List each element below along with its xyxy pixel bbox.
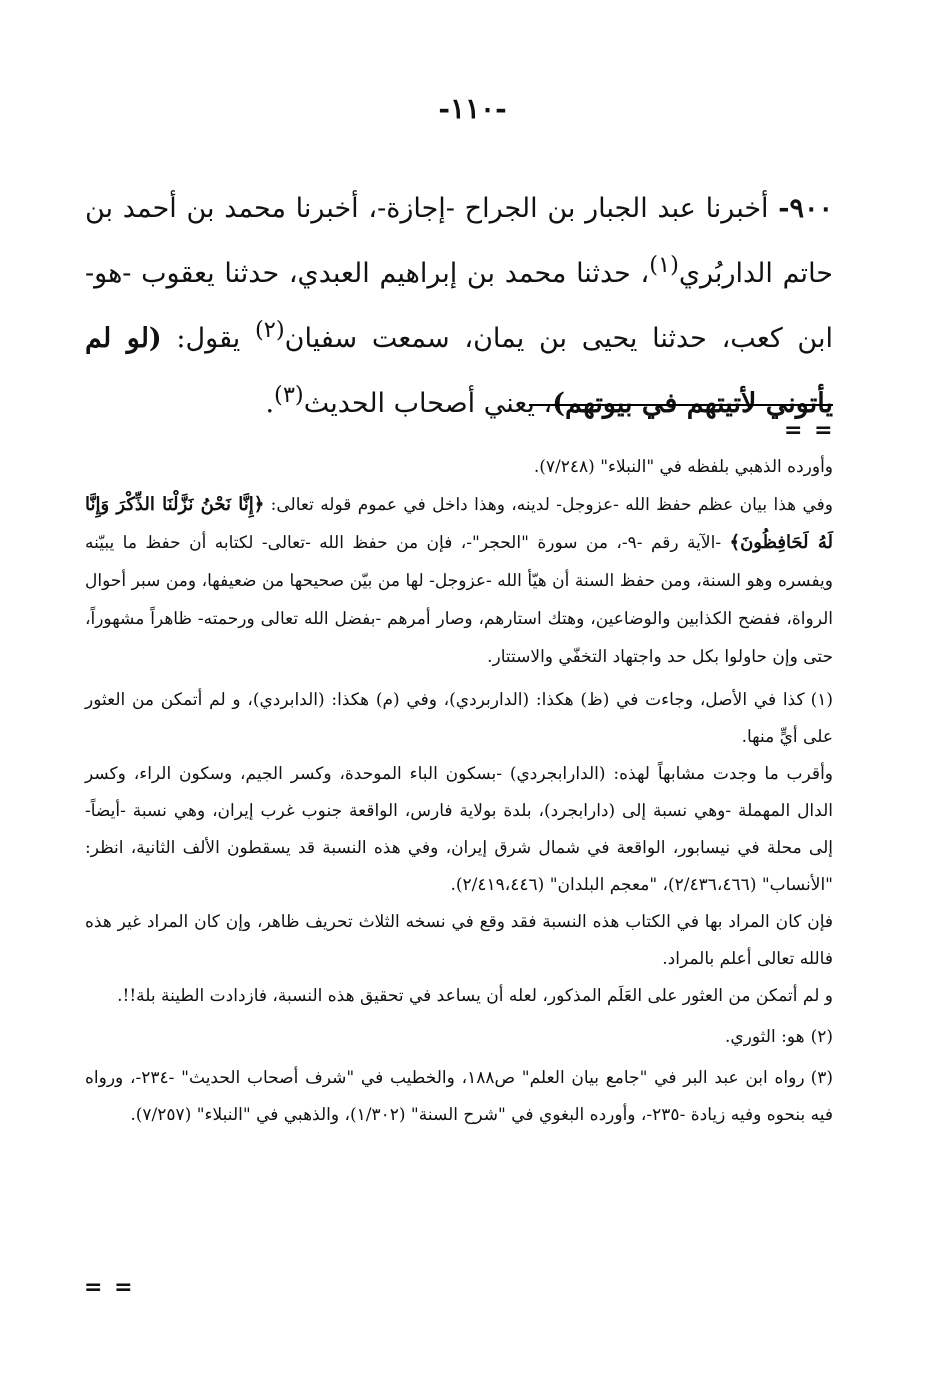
footnote-2-para-1 [85, 1019, 833, 1056]
footnote-3-text-1: رواه ابن عبد البر في "جامع بيان العلم" ص١٨٨، والخطيب في "شرف أصحاب الحديث" -٢٣٤-، ورواه فيه بنحوه وفيه زيادة -٢٣٥-، وأورده البغوي في "شرح السنة" (١/٣٠٢)، والذهبي في "النبلاء" (٧/٢٥٧). [85, 1068, 833, 1125]
footnote-1-para-3: فإن كان المراد بها في الكتاب هذه النسبة فقد وقع في نسخه الثلاث تحريف ظاهر، وإن كان المراد غير هذه فالله تعالى أعلم بالمراد. [85, 912, 833, 969]
footnote-ref-2[interactable]: (٢) [255, 317, 285, 343]
hadith-chain-part3: يقول: [161, 323, 255, 354]
footnote-1-para-4: و لم أتمكن من العثور على العَلَم المذكور، لعله أن يساعد في تحقيق هذه النسبة، فازدادت الطينة بلة!!. [117, 986, 833, 1006]
hadith-chain-part4: ، يعني أصحاب الحديث [303, 388, 553, 419]
footnote-3-marker: (٣) [810, 1068, 833, 1088]
footnote-ref-1[interactable]: (١) [649, 252, 679, 278]
footnote-3 [85, 1060, 833, 1134]
hadith-chain-part5: . [265, 388, 275, 419]
quran-verse: ﴿إِنَّا نَحْنُ نَزَّلْنَا الذِّكْرَ وَإِنَّا لَهُ لَحَافِظُونَ﴾ [85, 494, 833, 553]
footnote-2-text-1: هو: الثوري. [724, 1027, 805, 1047]
footnote-1-marker: (١) [810, 690, 833, 710]
commentary-line-1: وأورده الذهبي بلفظه في "النبلاء" (٧/٢٤٨). [533, 457, 833, 477]
continuation-mark-top: = = [784, 418, 835, 443]
footnote-1 [85, 682, 833, 1015]
footnote-3-para-1 [85, 1060, 833, 1134]
footnote-1-para-1 [85, 682, 833, 756]
page-number: -١١٠- [438, 92, 507, 125]
footnote-2-marker: (٢) [810, 1027, 833, 1047]
footnote-2 [85, 1019, 833, 1056]
footnote-1-para-2: وأقرب ما وجدت مشابهاً لهذه: (الدارابجردي) -بسكون الباء الموحدة، وكسر الجيم، وسكون الراء، وكسر الدال المهملة -وهي نسبة إلى (دارابجرد)، بلدة بولاية فارس، الواقعة جنوب غرب إيران، وهي نسبة -أيضاً- إلى محلة في نيسابور، الواقعة في شمال شرق إيران، وفي هذه النسبة قد يسقطون الألف الثانية، انظر: "الأنساب" (٢/٤٣٦،٤٦٦)، "معجم البلدان" (٢/٤١٩،٤٤٦). [85, 764, 833, 895]
footnote-divider [529, 404, 833, 406]
hadith-chain-part2: ، حدثنا محمد بن إبراهيم العبدي، حدثنا يعقوب -هو- ابن كعب، حدثنا يحيى بن يمان، سمعت سفيان [85, 258, 833, 354]
continuation-mark-bottom: = = [84, 1275, 135, 1300]
commentary-line-2 [85, 486, 833, 676]
footnotes-area [85, 448, 833, 1134]
hadith-quote: (لو لم يأتوني لأتيتهم في بيوتهم) [85, 323, 833, 419]
footnote-ref-3[interactable]: (٣) [274, 382, 304, 408]
footnote-1-text-1: كذا في الأصل، وجاءت في (ظ) هكذا: (الداربردي)، وفي (م) هكذا: (الدابردي)، و لم أتمكن من العثور على أيٍّ منها. [85, 690, 833, 747]
hadith-text [85, 180, 833, 432]
commentary-block [85, 448, 833, 676]
commentary-text-pre: وفي هذا بيان عظم حفظ الله -عزوجل- لدينه، وهذا داخل في عموم قوله تعالى: [264, 495, 833, 515]
hadith-number: ٩٠٠- [778, 193, 833, 224]
commentary-text-post: -الآية رقم -٩-، من سورة "الحجر"-، فإن من حفظ الله -تعالى- لكتابه أن حفظ ما يبيّنه ويفسره وهو السنة، ومن حفظ السنة أن هيّأ الله -عزوجل- لها من بيّن صحيحها من ضعيفها، ومن سبر أحوال الرواة، ففضح الكذابين والوضاعين، وهتك استارهم، وصار أمرهم -بفضل الله تعالى ورحمته- ظاهراً مشهوراً، حتى وإن حاولوا بكل حد واجتهاد التخفّي والاستتار. [85, 533, 833, 667]
hadith-chain-part1: أخبرنا عبد الجبار بن الجراح -إجازة-، أخبرنا محمد بن أحمد بن حاتم الداربُري [85, 193, 833, 289]
